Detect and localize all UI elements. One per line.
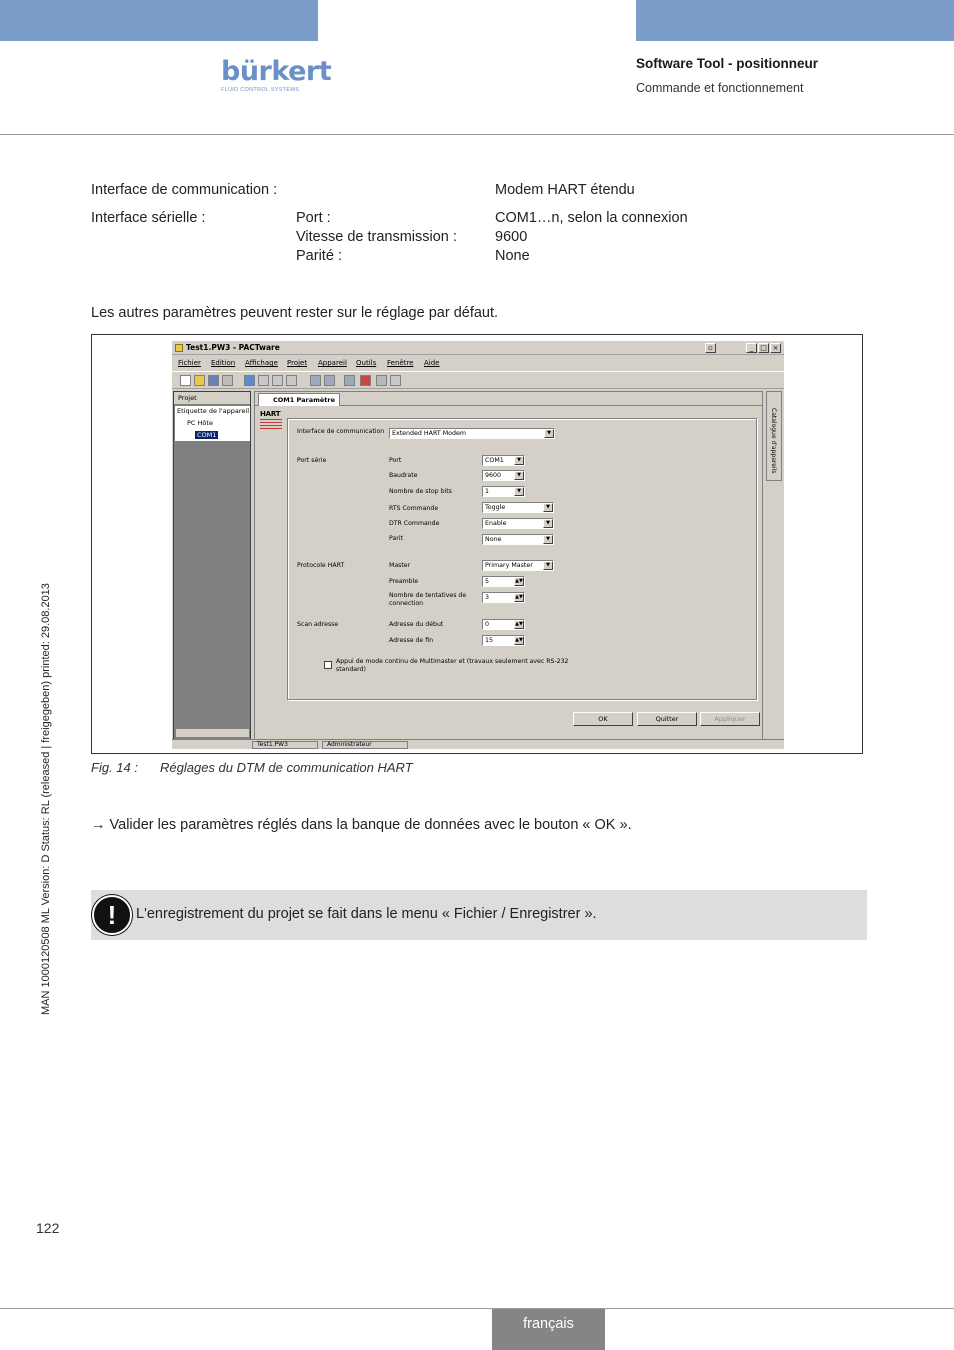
menu-outils[interactable]: Outils — [356, 359, 377, 367]
chevron-down-icon[interactable]: ▼ — [543, 503, 553, 512]
language-tab: français — [492, 1309, 605, 1350]
serial-interface-label: Interface sérielle : — [91, 210, 206, 226]
header-divider — [0, 134, 954, 135]
retries-field-label-line2: connection — [389, 600, 424, 607]
multimaster-checkbox[interactable] — [324, 661, 332, 669]
comm-interface-label: Interface de communication : — [91, 182, 278, 198]
warning-icon: ! — [92, 895, 132, 935]
quit-button[interactable]: Quitter — [637, 712, 697, 726]
multimaster-label-line2: standard) — [336, 666, 366, 673]
master-field-label: Master — [389, 562, 411, 569]
burkert-logo — [221, 56, 332, 98]
status-file: Test1.PW3 — [252, 741, 318, 749]
baud-select[interactable] — [482, 470, 525, 481]
chevron-down-icon[interactable]: ▼ — [514, 456, 524, 465]
close-icon[interactable]: × — [770, 343, 781, 353]
header-title: Software Tool - positionneur — [636, 56, 818, 71]
save-icon[interactable] — [208, 375, 219, 386]
rts-field-label: RTS Commande — [389, 505, 439, 512]
project-tree — [175, 406, 250, 442]
catalog-icon[interactable] — [344, 375, 355, 386]
tools-icon[interactable] — [376, 375, 387, 386]
retries-stepper-value: 3 — [485, 594, 490, 601]
stopbits-select-value: 1 — [485, 488, 490, 495]
dtr-field-label: DTR Commande — [389, 520, 440, 527]
menu-appareil[interactable]: Appareil — [318, 359, 347, 367]
upload-icon[interactable] — [310, 375, 321, 386]
menu-bar — [172, 357, 784, 370]
start-address-stepper[interactable] — [482, 619, 525, 630]
logo-wordmark: bürkert — [221, 56, 332, 87]
stopbits-field-label: Nombre de stop bits — [389, 488, 452, 495]
rts-select-value: Toggle — [485, 504, 506, 511]
comm-interface-select-value: Extended HART Modem — [392, 430, 467, 437]
parity-label: Parité : — [296, 248, 342, 264]
hart-protocol-group-label: Protocole HART — [297, 562, 345, 569]
header-bar-left — [0, 0, 318, 41]
header-subtitle: Commande et fonctionnement — [636, 81, 804, 95]
menu-fenetre[interactable]: Fenêtre — [387, 359, 414, 367]
chevron-down-icon[interactable]: ▼ — [543, 535, 553, 544]
spinner-icon[interactable]: ▲▼ — [515, 621, 523, 627]
dtr-select-value: Enable — [485, 520, 507, 527]
menu-aide[interactable]: Aide — [424, 359, 440, 367]
ok-button[interactable]: OK — [573, 712, 633, 726]
port-field-label: Port — [389, 457, 402, 464]
baud-field-label: Baudrate — [389, 472, 418, 479]
figure-caption: Réglages du DTM de communication HART — [160, 760, 413, 775]
instruction-paragraph: → Valider les paramètres réglés dans la banque de données avec le bouton « OK ». — [91, 817, 632, 833]
port-value: COM1…n, selon la connexion — [495, 210, 688, 226]
device-catalog-strip[interactable] — [766, 391, 782, 481]
status-user: Administrateur — [322, 741, 408, 749]
view-icon[interactable] — [244, 375, 255, 386]
disconnect-icon[interactable] — [286, 375, 297, 386]
baud-select-value: 9600 — [485, 472, 502, 479]
master-select[interactable] — [482, 560, 554, 571]
comm-interface-value: Modem HART étendu — [495, 182, 635, 198]
spinner-icon[interactable]: ▲▼ — [515, 594, 523, 600]
comm-interface-select[interactable] — [389, 428, 555, 439]
end-address-stepper[interactable] — [482, 635, 525, 646]
comm-interface-field-label: Interface de communication — [297, 428, 385, 435]
chevron-down-icon[interactable]: ▼ — [543, 519, 553, 528]
dtm-parameter-pane — [254, 391, 763, 741]
device-icon[interactable] — [258, 375, 269, 386]
multimaster-label-line1: Appui de mode continu de Multimaster et (travaux seulement avec RS-232 — [336, 658, 569, 665]
port-select[interactable] — [482, 455, 525, 466]
project-pane-title: Projet — [174, 392, 250, 404]
retries-field-label-line1: Nombre de tentatives de — [389, 592, 467, 599]
device-catalog-label: Catalogue d'appareils — [770, 408, 777, 474]
port-select-value: COM1 — [485, 457, 504, 464]
apply-button[interactable]: Appliquer — [700, 712, 760, 726]
port-label: Port : — [296, 210, 331, 226]
end-address-field-label: Adresse de fin — [389, 637, 434, 644]
tab-bar — [255, 392, 762, 406]
hart-logo: HART — [260, 410, 281, 418]
toolbar — [172, 371, 784, 389]
spinner-icon[interactable]: ▲▼ — [515, 578, 523, 584]
app-icon — [175, 344, 183, 352]
retries-stepper[interactable] — [482, 592, 525, 603]
preamble-stepper-value: 5 — [485, 578, 490, 585]
scan-address-group-label: Scan adresse — [297, 621, 339, 628]
project-pane — [173, 391, 251, 741]
stopbits-select[interactable] — [482, 486, 525, 497]
parity-field-label: Parit — [389, 535, 403, 542]
baud-label: Vitesse de transmission : — [296, 229, 457, 245]
start-address-field-label: Adresse du début — [389, 621, 444, 628]
tree-item-com1[interactable]: COM1 — [197, 431, 217, 439]
restore-icon[interactable]: ▫ — [705, 343, 716, 353]
download-icon[interactable] — [324, 375, 335, 386]
menu-fichier[interactable]: Fichier — [178, 359, 201, 367]
chevron-down-icon[interactable]: ▼ — [543, 561, 553, 570]
tree-root-pc[interactable]: PC Hôte — [187, 419, 213, 427]
preamble-field-label: Preamble — [389, 578, 419, 585]
spinner-icon[interactable]: ▲▼ — [515, 637, 523, 643]
hart-logo-stripes — [260, 419, 282, 429]
defaults-paragraph: Les autres paramètres peuvent rester sur le réglage par défaut. — [91, 305, 499, 321]
page-number: 122 — [36, 1220, 60, 1236]
document-reference: MAN 1000120508 ML Version: D Status: RL (released | freigegeben) printed: 29.08.2013 — [40, 583, 52, 1015]
figure-number: Fig. 14 : — [91, 760, 138, 775]
parity-value: None — [495, 248, 530, 264]
tree-header: Etiquette de l'appareil — [177, 407, 250, 415]
tab-com1-parameter[interactable]: COM1 Paramètre — [258, 393, 340, 406]
settings-icon[interactable] — [390, 375, 401, 386]
minimize-icon[interactable]: _ — [746, 343, 757, 353]
window-title-bar — [172, 341, 784, 355]
open-icon[interactable] — [194, 375, 205, 386]
menu-projet[interactable]: Projet — [287, 359, 308, 367]
header-bar-right — [636, 0, 954, 41]
maximize-icon[interactable]: □ — [758, 343, 769, 353]
chevron-down-icon[interactable]: ▼ — [544, 429, 554, 438]
start-address-stepper-value: 0 — [485, 621, 490, 628]
chevron-down-icon[interactable]: ▼ — [514, 471, 524, 480]
baud-value: 9600 — [495, 229, 528, 245]
menu-affichage[interactable]: Affichage — [245, 359, 278, 367]
connect-icon[interactable] — [272, 375, 283, 386]
chevron-down-icon[interactable]: ▼ — [514, 487, 524, 496]
menu-edition[interactable]: Edition — [211, 359, 236, 367]
project-pane-scrollbar[interactable] — [175, 728, 250, 738]
serial-port-group-label: Port série — [297, 457, 327, 464]
end-address-stepper-value: 15 — [485, 637, 494, 644]
footer-divider — [0, 1308, 954, 1309]
note-text: L'enregistrement du projet se fait dans le menu « Fichier / Enregistrer ». — [136, 906, 597, 922]
parity-select-value: None — [485, 536, 502, 543]
status-bar — [172, 739, 784, 749]
window-title: Test1.PW3 - PACTware — [186, 343, 280, 352]
print-icon[interactable] — [222, 375, 233, 386]
pactware-window — [172, 341, 784, 749]
parity-select[interactable] — [482, 534, 554, 545]
logo-tagline: FLUID CONTROL SYSTEMS — [221, 87, 300, 93]
new-icon[interactable] — [180, 375, 191, 386]
preamble-stepper[interactable] — [482, 576, 525, 587]
rts-select[interactable] — [482, 502, 554, 513]
dtr-select[interactable] — [482, 518, 554, 529]
red-device-icon[interactable] — [360, 375, 371, 386]
master-select-value: Primary Master — [485, 562, 533, 569]
